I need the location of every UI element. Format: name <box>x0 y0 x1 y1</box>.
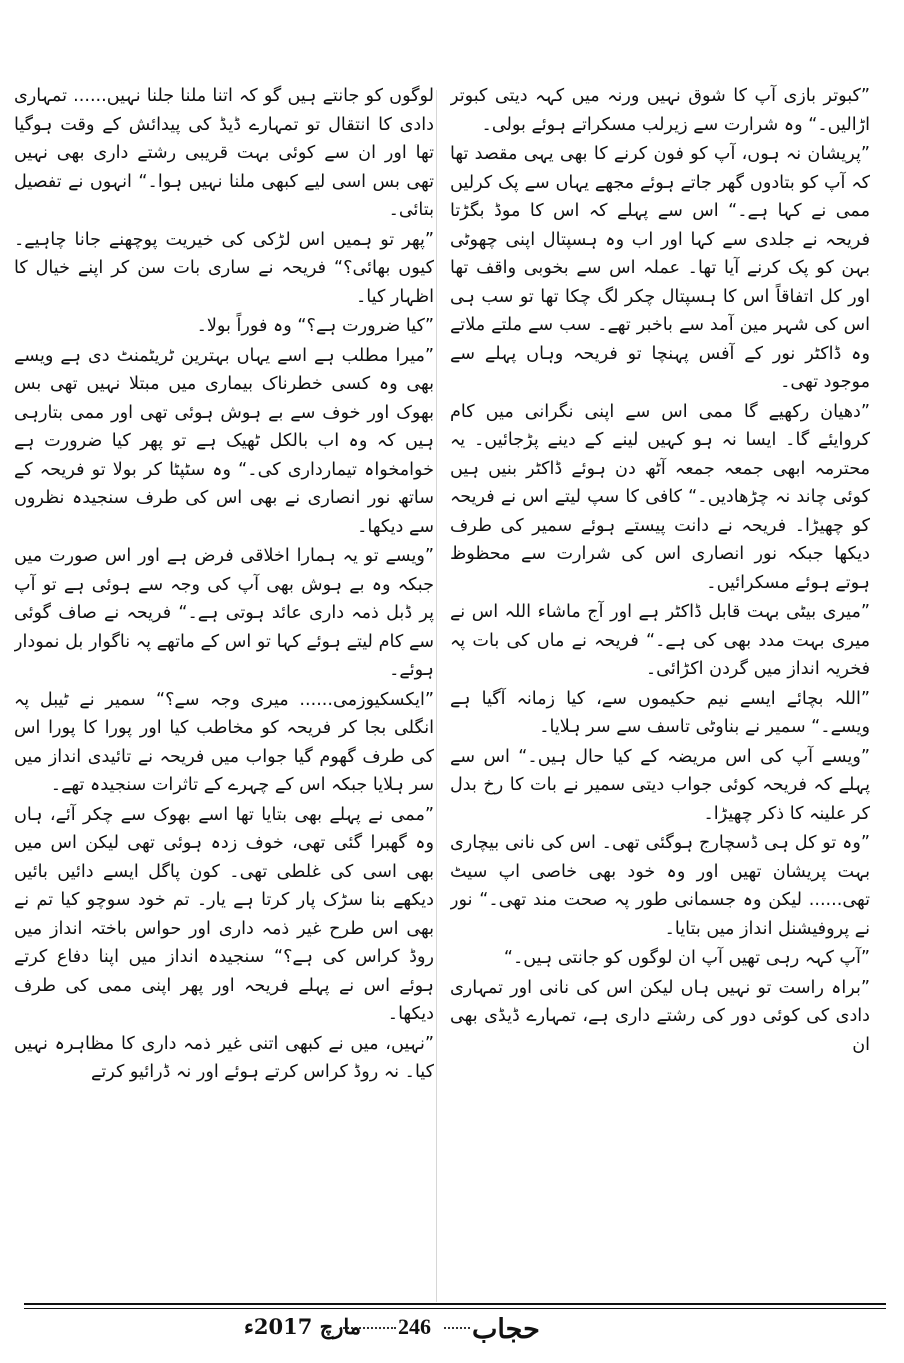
paragraph: ”میری بیٹی بہت قابل ڈاکٹر ہے اور آج ماشاء اللہ اس نے میری بہت مدد بھی کی ہے۔“ فریحہ نے ماں کی بات پہ فخریہ انداز میں گردن اکڑائی۔ <box>450 602 870 679</box>
paragraph: ”اللہ بچائے ایسے نیم حکیموں سے، کیا زمانہ آگیا ہے ویسے۔“ سمیر نے بناوٹی تاسف سے سر ہلایا۔ <box>450 688 870 737</box>
issue-date: مارچ 2017ء <box>244 1314 361 1339</box>
paragraph: ”آپ کہہ رہی تھیں آپ ان لوگوں کو جانتی ہیں۔“ <box>503 948 870 968</box>
page-footer <box>0 1310 904 1358</box>
paragraph: ”میرا مطلب ہے اسے یہاں بہترین ٹریٹمنٹ دی ہے ویسے بھی وہ کسی خطرناک بیماری میں مبتلا نہیں تھی بس بھوک اور خوف سے بے ہوش ہوئی تھی اور ممی بتارہی ہیں کہ وہ اب بالکل ٹھیک ہے تو پھر کیا ضرورت ہے خوامخواہ تیمارداری کی۔“ وہ سٹپٹا کر بولا تو فریحہ کے ساتھ نور انصاری نے بھی اس کی طرف سنجیدہ نظروں سے دیکھا۔ <box>14 345 434 537</box>
page-number: 246 <box>398 1314 431 1339</box>
paragraph: ”کیا ضرورت ہے؟“ وہ فوراً بولا۔ <box>196 316 434 336</box>
paragraph: ”ویسے تو یہ ہمارا اخلاقی فرض ہے اور اس صورت میں جبکہ وہ بے ہوش بھی آپ کی وجہ سے ہوئی ہے تو آپ پر ڈبل ذمہ داری عائد ہوتی ہے۔“ فریحہ نے صاف گوئی سے کام لیتے ہوئے کہا تو اس کے ماتھے پہ ناگوار بل نمودار ہوئے۔ <box>14 546 434 680</box>
column-divider <box>436 90 437 1302</box>
paragraph: ”دھیان رکھیے گا ممی اس سے اپنی نگرانی میں کام کروایئے گا۔ ایسا نہ ہو کہیں لینے کے دینے پڑجائیں۔ یہ محترمہ ابھی جمعہ جمعہ آٹھ دن ہوئے ڈاکٹر بنیں ہیں کوئی چاند نہ چڑھادیں۔“ کافی کا سپ لیتے اس نے فریحہ کو چھیڑا۔ فریحہ نے دانت پیستے ہوئے سمیر کی طرف دیکھا جبکہ نور انصاری اس کی شرارت سے محظوظ ہوتے ہوئے مسکرائیں۔ <box>450 401 870 593</box>
paragraph: لوگوں کو جانتے ہیں گو کہ اتنا ملنا جلنا نہیں...... تمہاری دادی کا انتقال تو تمہارے ڈیڈ کی پیدائش کے وقت ہوگیا تھا اور ان سے کوئی بہت قریبی رشتے داری بھی نہیں تھی بس اسی لیے کبھی ملنا نہیں ہوا۔“ انہوں نے تفصیل بتائی۔ <box>14 86 434 220</box>
footer-rule-thin <box>24 1308 886 1309</box>
footer-dots <box>444 1325 470 1329</box>
left-text-column <box>14 82 434 1302</box>
paragraph: ”ممی نے پہلے بھی بتایا تھا اسے بھوک سے چکر آئے، ہاں وہ گھبرا گئی تھی، خوف زدہ ہوئی تھی لیکن اس میں بھی اسی کی غلطی تھی۔ کون پاگل ایسے دائیں بائیں دیکھے بنا سڑک پار کرتا ہے یار۔ تم خود سوچو کیا تم نے بھی اس طرح غیر ذمہ داری اور حواس باختہ انداز میں روڈ کراس کی ہے؟“ سنجیدہ انداز میں اپنا دفاع کرتے ہوئے اس نے پہلے فریحہ اور پھر اپنی ممی کی طرف دیکھا۔ <box>14 804 434 1024</box>
paragraph: ”کبوتر بازی آپ کا شوق نہیں ورنہ میں کہہ دیتی کبوتر اڑالیں۔“ وہ شرارت سے زیرلب مسکراتے ہوئے بولی۔ <box>450 86 870 135</box>
magazine-name: حجاب <box>472 1314 540 1345</box>
paragraph: ”پریشان نہ ہوں، آپ کو فون کرنے کا بھی یہی مقصد تھا کہ آپ کو بتادوں گھر جاتے ہوئے مجھے یہاں سے پک کرلیں ممی نے کہا ہے۔“ اس سے پہلے کہ اس کا موڈ بگڑتا فریحہ نے جلدی سے کہا اور اب وہ ہسپتال اپنی چھوٹی بہن کو پک کرنے آیا تھا۔ عملہ اس سے بخوبی واقف تھا اور کل اتفاقاً اس کا ہسپتال چکر لگ چکا تھا تو سب ہی اس کی شہر مین آمد سے باخبر تھے۔ سب سے ملتے ملاتے وہ ڈاکٹر نور کے آفس پہنچا تو فریحہ وہاں پہلے سے موجود تھی۔ <box>450 144 870 392</box>
paragraph: ”نہیں، میں نے کبھی اتنی غیر ذمہ داری کا مظاہرہ نہیں کیا۔ نہ روڈ کراس کرتے ہوئے اور نہ ڈرائیو کرتے <box>14 1033 434 1082</box>
paragraph: ”ویسے آپ کی اس مریضہ کے کیا حال ہیں۔“ اس سے پہلے کہ فریحہ کوئی جواب دیتی سمیر نے بات کا رخ بدل کر علینہ کا ذکر چھیڑا۔ <box>450 746 870 824</box>
paragraph: ”وہ تو کل ہی ڈسچارج ہوگئی تھی۔ اس کی نانی بیچاری بہت پریشان تھیں اور وہ خود بھی خاصی اپ سیٹ تھی...... لیکن وہ جسمانی طور پہ صحت مند تھی۔“ نور نے پروفیشنل انداز میں بتایا۔ <box>450 833 870 939</box>
paragraph: ”براہ راست تو نہیں ہاں لیکن اس کی نانی اور تمہاری دادی کی کوئی دور کی رشتے داری ہے، تمہارے ڈیڈی بھی ان <box>450 977 870 1055</box>
paragraph: ”ایکسکیوزمی...... میری وجہ سے؟“ سمیر نے ٹیبل پہ انگلی بجا کر فریحہ کو مخاطب کیا اور پورا کا پورا اس کی طرف گھوم گیا جواب میں فریحہ نے تائیدی انداز میں سر ہلایا جبکہ اس کے چہرے کے تاثرات سنجیدہ تھے۔ <box>14 689 434 795</box>
right-text-column <box>450 82 870 1302</box>
paragraph: ”پھر تو ہمیں اس لڑکی کی خیریت پوچھنے جانا چاہیے۔ کیوں بھائی؟“ فریحہ نے ساری بات سن کر اپنے خیال کا اظہار کیا۔ <box>14 229 434 307</box>
footer-rule <box>24 1303 886 1305</box>
